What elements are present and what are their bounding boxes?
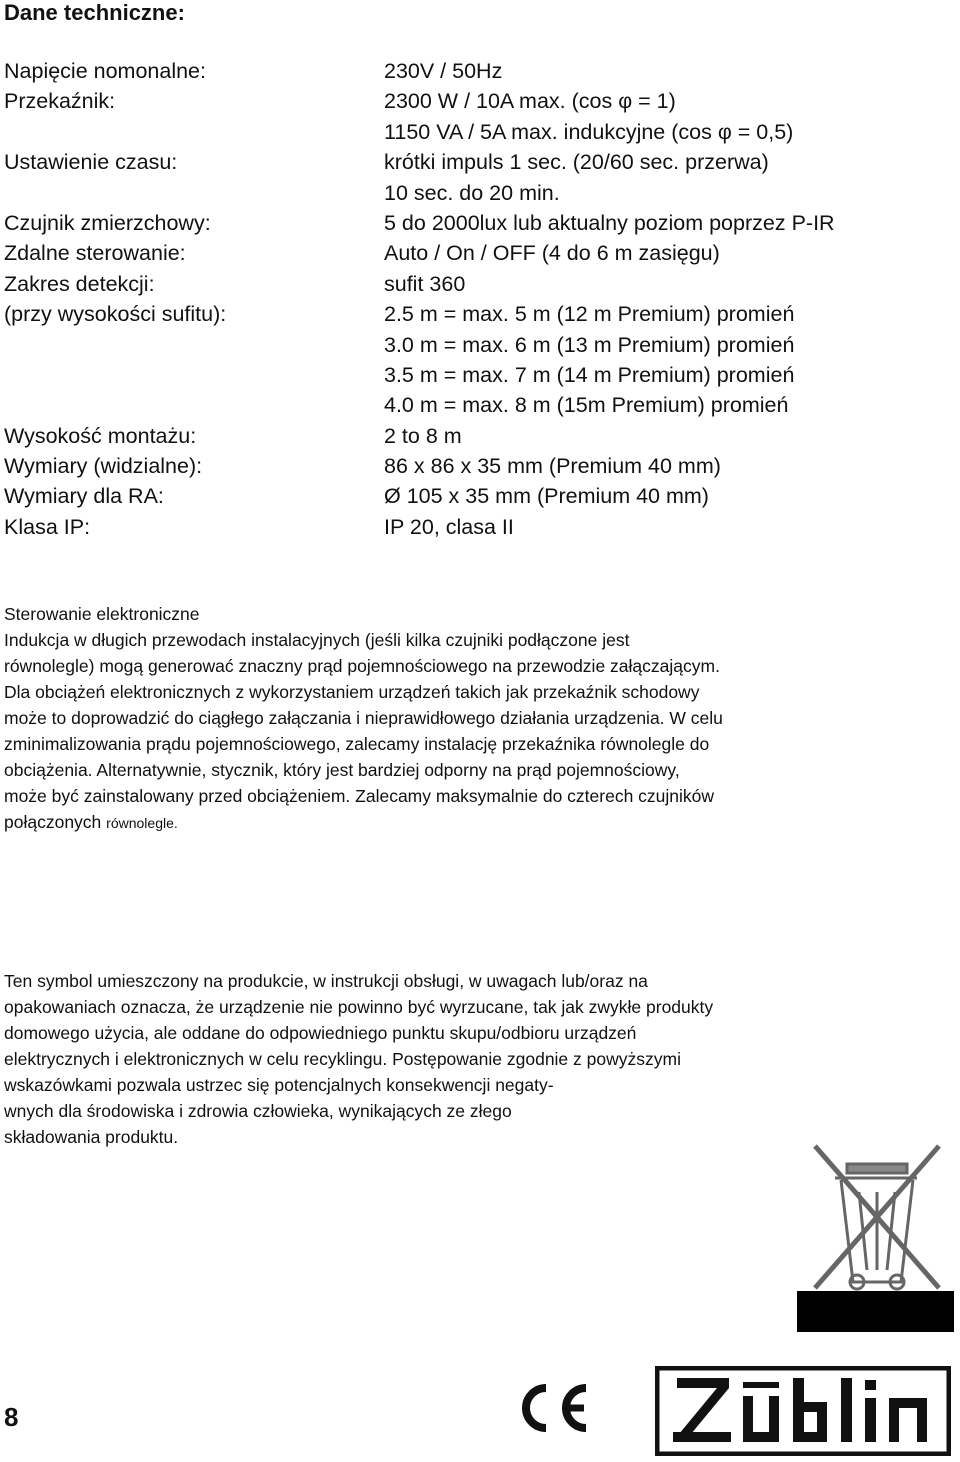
spec-value: 86 x 86 x 35 mm (Premium 40 mm) [384,454,721,479]
paragraph-text-small: równolegle. [106,815,178,831]
spec-label: (przy wysokości sufitu): [4,302,227,327]
paragraph-line [4,809,723,836]
spec-row [4,299,954,329]
spec-row [4,86,954,116]
spec-row [4,117,954,147]
paragraph-line: Indukcja w długich przewodach instalacyjnych (jeśli kilka czujniki podłączone jest [4,630,630,650]
paragraph-line: może być zainstalowany przed obciążeniem. Zalecamy maksymalnie do czterech czujników [4,786,715,806]
paragraph-line: Dla obciążeń elektronicznych z wykorzystaniem urządzeń takich jak przekaźnik schodowy [4,682,700,702]
paragraph-line: składowania produktu. [4,1127,179,1147]
spec-row [4,390,954,420]
paragraph-line: obciążenia. Alternatywnie, stycznik, który jest bardziej odporny na prąd pojemnościowy, [4,760,680,780]
paragraph-line: wskazówkami pozwala ustrzec się potencjalnych konsekwencji negaty- [4,1075,554,1095]
paragraph-line: domowego użycia, ale oddane do odpowiedniego punktu skupu/odbioru urządzeń [4,1023,637,1043]
spec-label: Wymiary dla RA: [4,484,164,509]
spec-label: Przekaźnik: [4,89,116,114]
section-heading: Sterowanie elektroniczne [4,604,200,624]
paragraph-line: zminimalizowania prądu pojemnościowego, zalecamy instalację przekaźnika równolegle do [4,734,710,754]
spec-row [4,421,954,451]
page-title: Dane techniczne: [4,0,185,25]
spec-label: Zakres detekcji: [4,271,155,296]
spec-row [4,238,954,268]
paragraph-line: elektrycznych i elektronicznych w celu recyklingu. Postępowanie zgodnie z powyższymi [4,1049,681,1069]
spec-label: Klasa IP: [4,514,91,539]
spec-row [4,451,954,481]
spec-label: Wymiary (widzialne): [4,454,203,479]
spec-row [4,269,954,299]
electronic-control-section [4,601,723,836]
spec-row [4,360,954,390]
spec-label [4,360,384,390]
spec-label: Czujnik zmierzchowy: [4,210,211,235]
spec-label: Ustawienie czasu: [4,150,178,175]
spec-row [4,208,954,238]
spec-value: 10 sec. do 20 min. [384,180,560,205]
spec-label [4,330,384,360]
recycling-section [4,968,713,1150]
paragraph-line: opakowaniach oznacza, że urządzenie nie powinno być wyrzucane, tak jak zwykłe produkty [4,997,714,1017]
spec-row [4,481,954,511]
page-number: 8 [4,1402,19,1432]
spec-value: IP 20, clasa II [384,514,514,539]
paragraph-line: wnych dla środowiska i zdrowia człowieka, wynikających ze złego [4,1101,512,1121]
spec-row [4,147,954,177]
spec-label: Wysokość montażu: [4,423,197,448]
spec-value: 2.5 m = max. 5 m (12 m Premium) promień [384,302,795,327]
spec-value: 4.0 m = max. 8 m (15m Premium) promień [384,393,789,418]
spec-value: 2 to 8 m [384,423,462,448]
spec-value: Auto / On / OFF (4 do 6 m zasięgu) [384,241,720,266]
spec-value: sufit 360 [384,271,466,296]
spec-value: 1150 VA / 5A max. indukcyjne (cos φ = 0,5) [384,119,794,144]
spec-row [4,330,954,360]
spec-value: krótki impuls 1 sec. (20/60 sec. przerwa) [384,150,769,175]
spec-label [4,178,384,208]
spec-label: Napięcie nomonalne: [4,59,206,83]
zublin-logo [655,1366,951,1456]
paragraph-line: może to doprowadzić do ciągłego załączania i nieprawidłowego działania urządzenia. W celu [4,708,723,728]
spec-label [4,117,384,147]
paragraph-text: połączonych [4,812,102,832]
spec-row [4,512,954,542]
spec-value: 2300 W / 10A max. (cos φ = 1) [384,89,676,114]
spec-row [4,178,954,208]
spec-row [4,56,954,86]
spec-value: Ø 105 x 35 mm (Premium 40 mm) [384,484,709,509]
paragraph-line: równolegle) mogą generować znaczny prąd pojemnościowego na przewodzie załączającym. [4,656,720,676]
spec-value: 3.5 m = max. 7 m (14 m Premium) promień [384,362,795,387]
ce-mark-logo [512,1380,592,1436]
spec-table [4,56,954,542]
bin-underbar [797,1291,954,1332]
spec-label: Zdalne sterowanie: [4,241,186,266]
spec-value: 3.0 m = max. 6 m (13 m Premium) promień [384,332,795,357]
spec-value: 230V / 50Hz [384,59,503,83]
paragraph-line: Ten symbol umieszczony na produkcie, w instrukcji obsługi, w uwagach lub/oraz na [4,971,648,991]
spec-value: 5 do 2000lux lub aktualny poziom poprzez P-IR [384,210,835,235]
spec-label [4,390,384,420]
